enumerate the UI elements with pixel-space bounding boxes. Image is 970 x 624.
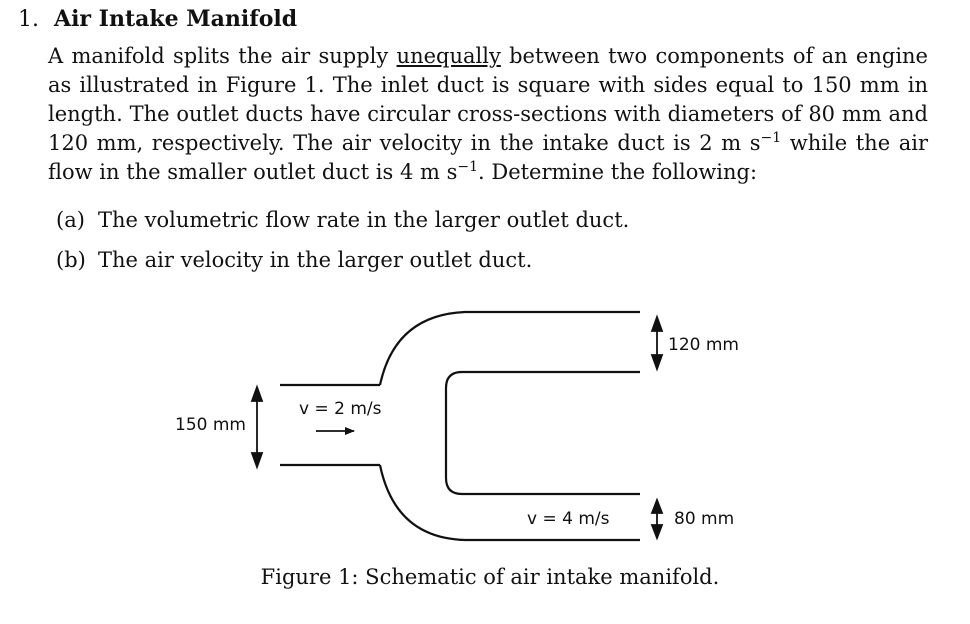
manifold-diagram: [0, 290, 970, 560]
exponent-2: −1: [457, 159, 478, 175]
inner-wall: [446, 372, 640, 494]
inlet-velocity-label: v = 2 m/s: [299, 399, 382, 419]
exponent-1: −1: [760, 130, 782, 146]
para-text-2: while the air flow in the smaller outlet duct is 4 m s: [48, 131, 928, 184]
small-outlet-size-label: 80 mm: [674, 509, 735, 529]
small-outlet-velocity-label: v = 4 m/s: [527, 509, 610, 529]
figure-manifold-schematic: [0, 290, 970, 560]
para-text-3: . Determine the following:: [478, 160, 758, 184]
sub-question-text: The volumetric flow rate in the larger outlet duct.: [98, 208, 630, 232]
large-outlet-dimension-arrow: [652, 317, 662, 369]
figure-caption: Figure 1: Schematic of air intake manifold.: [260, 565, 720, 589]
inlet-size-label: 150 mm: [175, 415, 246, 435]
sub-question-label: (b): [56, 248, 86, 272]
problem-paragraph: [48, 42, 928, 187]
question-number: 1.: [18, 7, 39, 32]
sub-question-label: (a): [56, 208, 85, 232]
question-heading: [18, 4, 297, 35]
para-text-1a: A manifold splits the air supply: [48, 44, 397, 68]
para-underlined-word: unequally: [396, 44, 501, 68]
problem-statement: [48, 42, 928, 187]
question-title: Air Intake Manifold: [54, 6, 298, 32]
sub-question-text: The air velocity in the larger outlet duct.: [98, 248, 533, 272]
para-text-1b: between two components of an engine as illustrated in Figure 1. The inlet duct is square with sides equal to 150 mm in length. The outlet ducts have circular cross-sections with diameters of 80 mm and 120 mm, respectively. The air velocity in the intake duct is 2 m s: [48, 44, 928, 155]
sub-question-b: [56, 246, 532, 275]
outer-upper-wall: [380, 312, 640, 385]
large-outlet-size-label: 120 mm: [668, 335, 739, 355]
sub-question-a: [56, 206, 629, 235]
small-outlet-dimension-arrow: [652, 500, 662, 538]
inlet-dimension-arrow: [252, 387, 262, 467]
